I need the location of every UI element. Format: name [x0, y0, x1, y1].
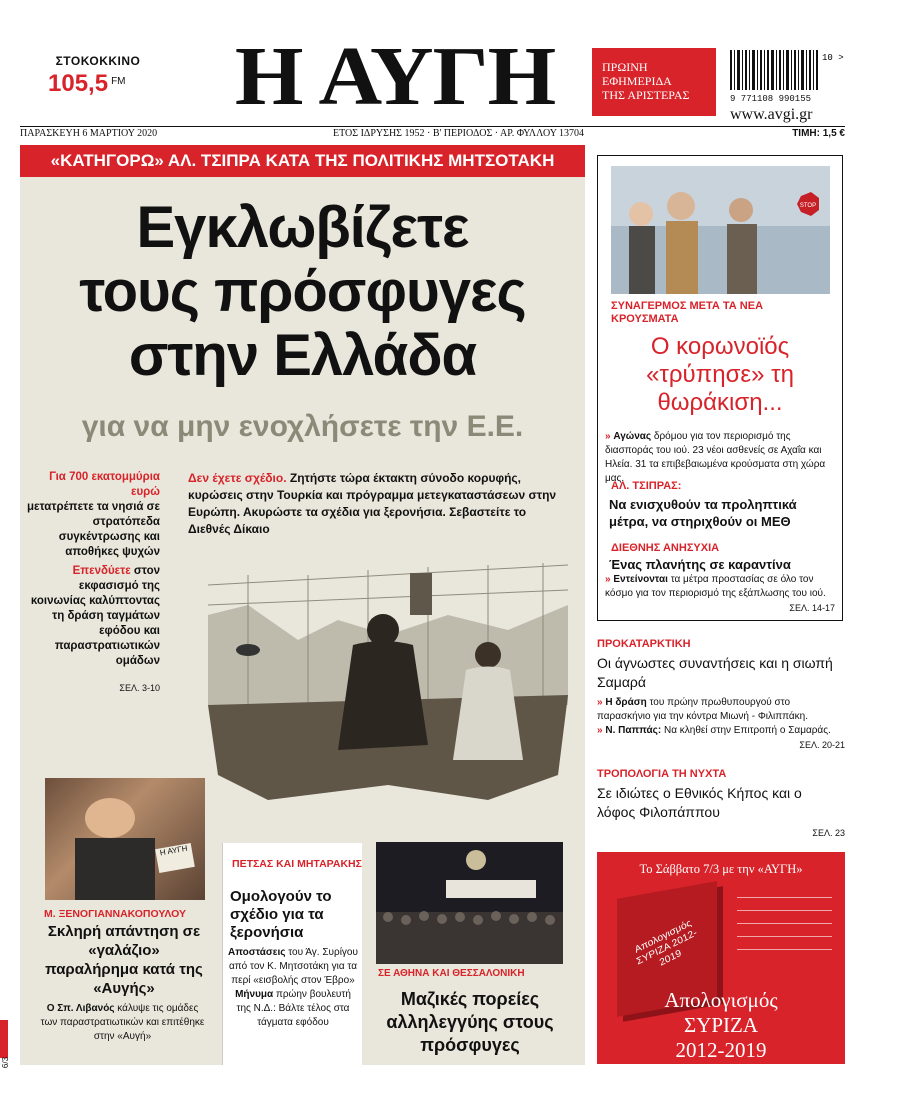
- story-highlight: Αποστάσεις: [228, 947, 286, 958]
- promo-line: ΣΥΡΙΖΑ: [683, 1013, 759, 1037]
- story-label: ΠΡΟΚΑΤΑΡΚΤΙΚΗ: [597, 638, 691, 650]
- barcode-issue: 10 >: [822, 53, 844, 63]
- story-text: Να κληθεί στην Επιτροπή ο Σαμαράς.: [663, 725, 831, 736]
- page-ref: ΣΕΛ. 20-21: [799, 740, 845, 750]
- story-text: πρώην βουλευτή της Ν.Δ.: Βάλτε τέλος στα τάγματα εφόδου: [236, 989, 351, 1028]
- story-highlight: Αγώνας: [613, 431, 652, 442]
- book-promo: [597, 852, 845, 1064]
- lead-subhead: για να μην ενοχλήσετε την Ε.Ε.: [81, 410, 524, 443]
- story-highlight: Μήνυμα: [235, 989, 274, 1000]
- corner-label: 6/3: [1, 1056, 11, 1069]
- arrow-icon: »: [597, 697, 603, 708]
- side-text: στον εκφασισμό της κοινωνίας καλύπτοντας τη δράση ταγμάτων εφόδου και παραστρατιωτικών ομάδων: [30, 565, 160, 667]
- page-ref: ΣΕΛ. 23: [812, 828, 845, 838]
- promo-top-line: Το Σάββατο 7/3 με την «ΑΥΓΗ»: [639, 862, 803, 876]
- promo-title: [597, 988, 845, 1063]
- story-body: [597, 696, 845, 752]
- story-headline: Να ενισχυθούν τα προληπτικά μέτρα, να στηριχθούν οι ΜΕΘ: [609, 497, 797, 529]
- story-text: του πρώην πρωθυπουργού στο παρασκήνιο για την κόντρα Μιωνή - Φιλιππάκη.: [597, 697, 809, 722]
- story-label: ΣΥΝΑΓΕΡΜΟΣ ΜΕΤΑ ΤΑ ΝΕΑ ΚΡΟΥΣΜΑΤΑ: [611, 300, 764, 325]
- page-ref: ΣΕΛ. 3-10: [119, 683, 160, 693]
- lead-body: [188, 470, 568, 538]
- promo-line: 2012-2019: [675, 1038, 767, 1062]
- side-highlight: Επενδύετε: [72, 565, 131, 577]
- lead-kicker: «ΚΑΤΗΓΟΡΩ» ΑΛ. ΤΣΙΠΡΑ ΚΑΤΑ ΤΗΣ ΠΟΛΙΤΙΚΗΣ ΜΗΤΣΟΤΑΚΗ: [20, 145, 585, 177]
- story-highlight: Ο Σπ. Λιβανός: [46, 1003, 115, 1014]
- radio-name: ΣΤΟΚΟΚΚΙΝΟ: [55, 54, 141, 68]
- lead-side-column: [26, 470, 160, 696]
- page-ref: ΣΕΛ. 14-17: [789, 603, 835, 613]
- barcode-number: 9 771108 990155: [730, 94, 812, 104]
- headline-line: Εγκλωβίζετε: [136, 195, 469, 260]
- story-headline: Σκληρή απάντηση σε «γαλάζιο» παραλήρημα κατά της «Αυγής»: [45, 923, 203, 997]
- headline-line: τους πρόσφυγες: [79, 259, 526, 324]
- arrow-icon: »: [605, 431, 611, 442]
- stop-sign: STOP: [799, 203, 817, 209]
- story-body: [605, 573, 835, 615]
- arrow-icon: »: [597, 725, 603, 736]
- story-highlight: Η δράση: [605, 697, 647, 708]
- date-bar: [20, 126, 845, 140]
- website: www.avgi.gr: [730, 106, 813, 123]
- story-body: [605, 430, 835, 486]
- story-label: ΔΙΕΘΝΗΣ ΑΝΗΣΥΧΙΑ: [611, 542, 720, 554]
- tagline-line: ΠΡΩΙΝΗ: [602, 60, 648, 74]
- radio-band: FM: [111, 76, 126, 87]
- story-body: [40, 1002, 205, 1044]
- barcode: [730, 50, 850, 96]
- side-highlight: Για 700 εκατομμύρια ευρώ: [49, 471, 160, 498]
- story-label: ΤΡΟΠΟΛΟΓΙΑ ΤΗ ΝΥΧΤΑ: [597, 768, 727, 780]
- tagline-line: ΕΦΗΜΕΡΙΔΑ: [602, 74, 672, 88]
- promo-line: Απολογισμός: [664, 988, 778, 1012]
- story-headline: Ομολογούν το σχέδιο για τα ξερονήσια: [230, 888, 332, 941]
- story-label: ΑΛ. ΤΣΙΠΡΑΣ:: [611, 480, 682, 492]
- march-photo: [376, 842, 563, 964]
- story-highlight: Ν. Παππάς:: [605, 725, 662, 736]
- tagline-box: [592, 48, 716, 116]
- lead-body-highlight: Δεν έχετε σχέδιο.: [188, 471, 287, 485]
- politician-photo: [45, 778, 205, 900]
- lead-body-text: Ζητήστε τώρα έκτακτη σύνοδο κορυφής, κυρώσεις στην Τουρκία και πρόγραμμα μετεγκαταστάσεων στην Ευρώπη. Ακυρώστε τα σχέδια για ξερονήσια. Σεβαστείτε το Διεθνές Δίκαιο: [188, 471, 557, 536]
- story-label: ΣΕ ΑΘΗΝΑ ΚΑΙ ΘΕΣΣΑΛΟΝΙΚΗ: [378, 968, 525, 979]
- side-text: μετατρέπετε τα νησιά σε στρατόπεδα συγκέντρωσης και αποθήκες ψυχών: [26, 501, 160, 558]
- headline-line: στην Ελλάδα: [128, 323, 477, 388]
- story-headline: Ο κορωνοϊός «τρύπησε» τη θωράκιση...: [646, 333, 794, 416]
- story-highlight: Εντείνονται: [613, 574, 668, 585]
- price: ΤΙΜΗ: 1,5 €: [792, 128, 845, 139]
- issue-meta: ΕΤΟΣ ΙΔΡΥΣΗΣ 1952 · Β' ΠΕΡΙΟΔΟΣ · ΑΡ. ΦΥΛΛΟΥ 13704: [333, 128, 585, 139]
- story-text: κάλυψε τις ομάδες των παραστρατιωτικών και επιτέθηκε στην «Αυγή»: [40, 1003, 205, 1042]
- story-headline: Μαζικές πορείες αλληλεγγύης στους πρόσφυγες: [386, 989, 554, 1055]
- story-text: δρόμου για τον περιορισμό της διασποράς του ιού. 23 νέοι ασθενείς σε Αχαΐα και Ηλεία. 31 τα επιβεβαιωμένα κρούσματα στη χώρα μας.: [605, 431, 826, 484]
- book-title: Απολογισμός ΣΥΡΙΖΑ 2012-2019: [633, 917, 699, 969]
- masked-people-photo: [611, 166, 830, 294]
- story-text: τα μέτρα προστασίας σε όλο τον κόσμο για τον περιορισμό της εξάπλωσης του ιού.: [605, 574, 826, 599]
- story-headline: Οι άγνωστες συναντήσεις και η σιωπή Σαμαρά: [597, 655, 833, 690]
- newspaper-in-photo: Η ΑΥΓΗ: [155, 843, 195, 873]
- issue-date: ΠΑΡΑΣΚΕΥΗ 6 ΜΑΡΤΙΟΥ 2020: [20, 128, 158, 139]
- tagline-line: ΤΗΣ ΑΡΙΣΤΕΡΑΣ: [602, 88, 690, 102]
- story-label: ΠΕΤΣΑΣ ΚΑΙ ΜΗΤΑΡΑΚΗΣ: [232, 858, 362, 870]
- corner-marker: [0, 1020, 8, 1058]
- book-text-lines: [737, 890, 832, 950]
- newspaper-logo: Η ΑΥΓΗ: [234, 30, 556, 123]
- story-headline: Ένας πλανήτης σε καραντίνα: [609, 557, 791, 572]
- radio-frequency: 105,5: [48, 70, 109, 97]
- story-label: Μ. ΞΕΝΟΓΙΑΝΝΑΚΟΠΟΥΛΟΥ: [44, 908, 187, 920]
- arrow-icon: »: [605, 574, 611, 585]
- story-text: του Άγ. Συρίγου από τον Κ. Μητσοτάκη για τα περί «εισβολής στον Έβρο»: [229, 947, 358, 986]
- refugees-fence-photo: [188, 545, 568, 805]
- story-body: [228, 946, 358, 1030]
- lead-headline: [20, 196, 585, 388]
- radio-ad: [48, 54, 148, 98]
- story-headline: Σε ιδιώτες ο Εθνικός Κήπος και ο λόφος Φιλοπάππου: [597, 785, 802, 820]
